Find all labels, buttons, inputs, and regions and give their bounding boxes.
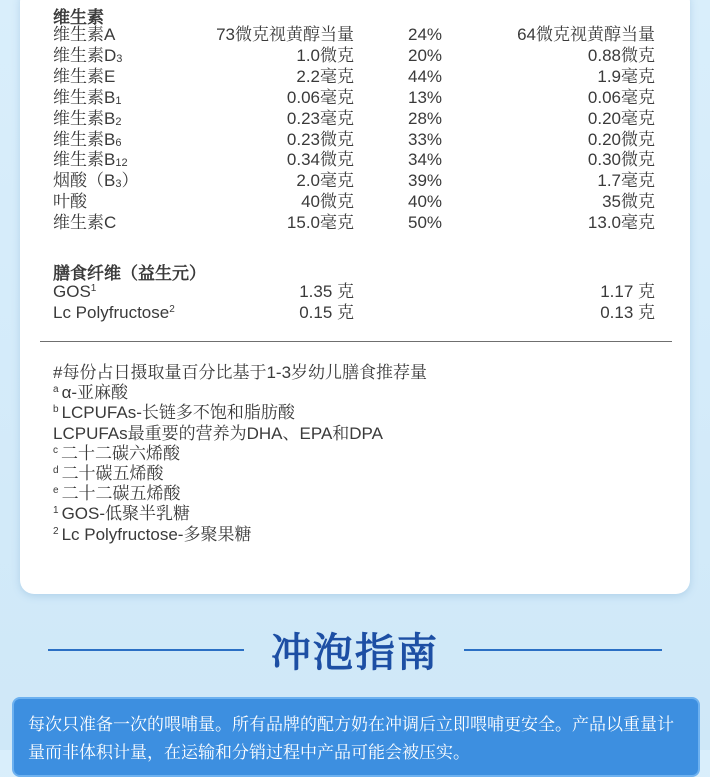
nutrient-subscript: 1 [115,94,122,107]
footnote-text: 二十二碳五烯酸 [61,484,181,504]
footnote-mark: e [53,485,59,497]
footnote-item [53,504,190,524]
footnote-item [53,383,128,403]
nutrient-subscript: 3 [116,52,123,65]
table-row [0,45,710,66]
footnote-mark: a [53,384,59,396]
percent-daily: 34% [407,150,443,170]
fiber-name: Lc Polyfructose$^2$ [53,302,175,322]
amount-per-serving: 0.06毫克 [286,87,354,107]
footnote-item [53,403,295,423]
amount-per-serving: 0.15 克 [299,302,354,322]
amount-per-serving: 2.2毫克 [296,66,354,86]
amount-per-100: 0.06毫克 [587,87,655,107]
table-row [0,149,710,170]
amount-per-100: 0.20毫克 [587,108,655,128]
footnote-item [53,484,181,504]
table-row [0,302,710,323]
footnote-mark: 1 [53,505,59,517]
footnote-text: α-亚麻酸 [61,383,129,403]
table-row [0,129,710,150]
table-row [0,191,710,212]
amount-per-100: 0.13 克 [600,302,655,322]
amount-per-100: 1.9毫克 [597,66,655,86]
fiber-name: GOS$^1$ [53,282,97,301]
percent-daily: 50% [407,213,443,233]
nutrient-name: 叶酸 [53,192,87,212]
amount-per-100: 1.17 克 [600,282,655,301]
table-row [0,66,710,87]
percent-daily: 13% [407,87,443,107]
fiber-heading: 膳食纤维（益生元） [53,264,206,283]
amount-per-serving: 0.34微克 [286,150,354,170]
footnote-item [53,424,383,444]
amount-per-serving: 1.0微克 [296,45,354,65]
guide-line-right [464,649,662,651]
footnote-mark: b [53,404,59,416]
nutrient-subscript: 2 [115,115,122,128]
table-row [0,108,710,129]
amount-per-100: 0.20微克 [587,129,655,149]
nutrient-subscript: 12 [115,157,128,170]
footnote-mark: 2 [53,525,59,537]
table-row [0,281,710,302]
amount-per-100: 1.7毫克 [597,171,655,191]
nutrient-subscript: 3 [115,178,122,191]
guide-title: 冲泡指南 [271,631,439,675]
nutrient-name: 维生素A [53,25,116,44]
amount-per-100: 0.88微克 [587,45,655,65]
nutrient-name: 维生素C [53,213,117,233]
divider [40,341,672,342]
percent-daily: 44% [407,66,443,86]
footnote-text: Lc Polyfructose-多聚果糖 [61,524,252,544]
amount-per-serving: 73微克视黄醇当量 [216,25,354,44]
amount-per-serving: 40微克 [301,192,354,212]
fiber-footnote-mark: 2 [169,303,175,315]
footnote-mark: c [53,444,58,456]
guide-text: 每次只准备一次的喂哺量。所有品牌的配方奶在冲调后立即喂哺更安全。产品以重量计量而非体积计量，在运输和分销过程中产品可能会被压实。 [28,715,674,762]
footnote-text: 二十碳五烯酸 [61,464,164,483]
nutrient-name: 维生素$B_2$ [53,108,122,128]
amount-per-serving: 0.23毫克 [286,108,354,128]
amount-per-serving: 15.0毫克 [286,213,354,233]
footnote-item [53,525,251,545]
amount-per-serving: 2.0毫克 [296,171,354,191]
nutrient-name: 维生素E [53,66,116,86]
percent-daily: 33% [407,129,443,149]
nutrient-subscript: 6 [115,136,122,149]
footnote-mark: d [53,465,59,476]
nutrient-name: 维生素$D_3$ [53,45,123,65]
footnote-text: LCPUFAs-长链多不饱和脂肪酸 [61,403,295,423]
percent-daily: 24% [407,25,443,44]
fiber-footnote-mark: 1 [90,283,97,294]
footnote-item [53,444,180,464]
amount-per-100: 13.0毫克 [587,213,655,233]
nutrient-name: 维生素$B_1$ [53,87,122,107]
footnote-text: GOS-低聚半乳糖 [61,504,191,524]
table-row [0,212,710,233]
nutrient-name: 维生素$B_6$ [53,129,122,149]
footnote-item [53,363,427,383]
amount-per-100: 0.30微克 [587,150,655,170]
vitamins-heading: 维生素 [53,8,104,27]
table-row [0,24,710,45]
percent-daily: 20% [407,45,443,65]
amount-per-serving: 1.35 克 [299,282,354,301]
footnote-text: #每份占日摄取量百分比基于1-3岁幼儿膳食推荐量 [53,363,428,382]
percent-daily: 40% [407,192,443,212]
footnote-text: LCPUFAs最重要的营养为DHA、EPA和DPA [53,423,383,443]
amount-per-100: 35微克 [602,192,655,212]
percent-daily: 28% [407,108,443,128]
table-row [0,87,710,108]
footnote-text: 二十二碳六烯酸 [61,443,180,463]
table-row [0,170,710,191]
amount-per-100: 64微克视黄醇当量 [517,25,655,44]
nutrient-name: 烟酸$(B_3)$ [53,171,139,191]
percent-daily: 39% [407,171,443,191]
amount-per-serving: 0.23微克 [286,129,354,149]
footnote-item [53,464,164,484]
nutrient-name: 维生素$B_{12}$ [53,150,128,170]
